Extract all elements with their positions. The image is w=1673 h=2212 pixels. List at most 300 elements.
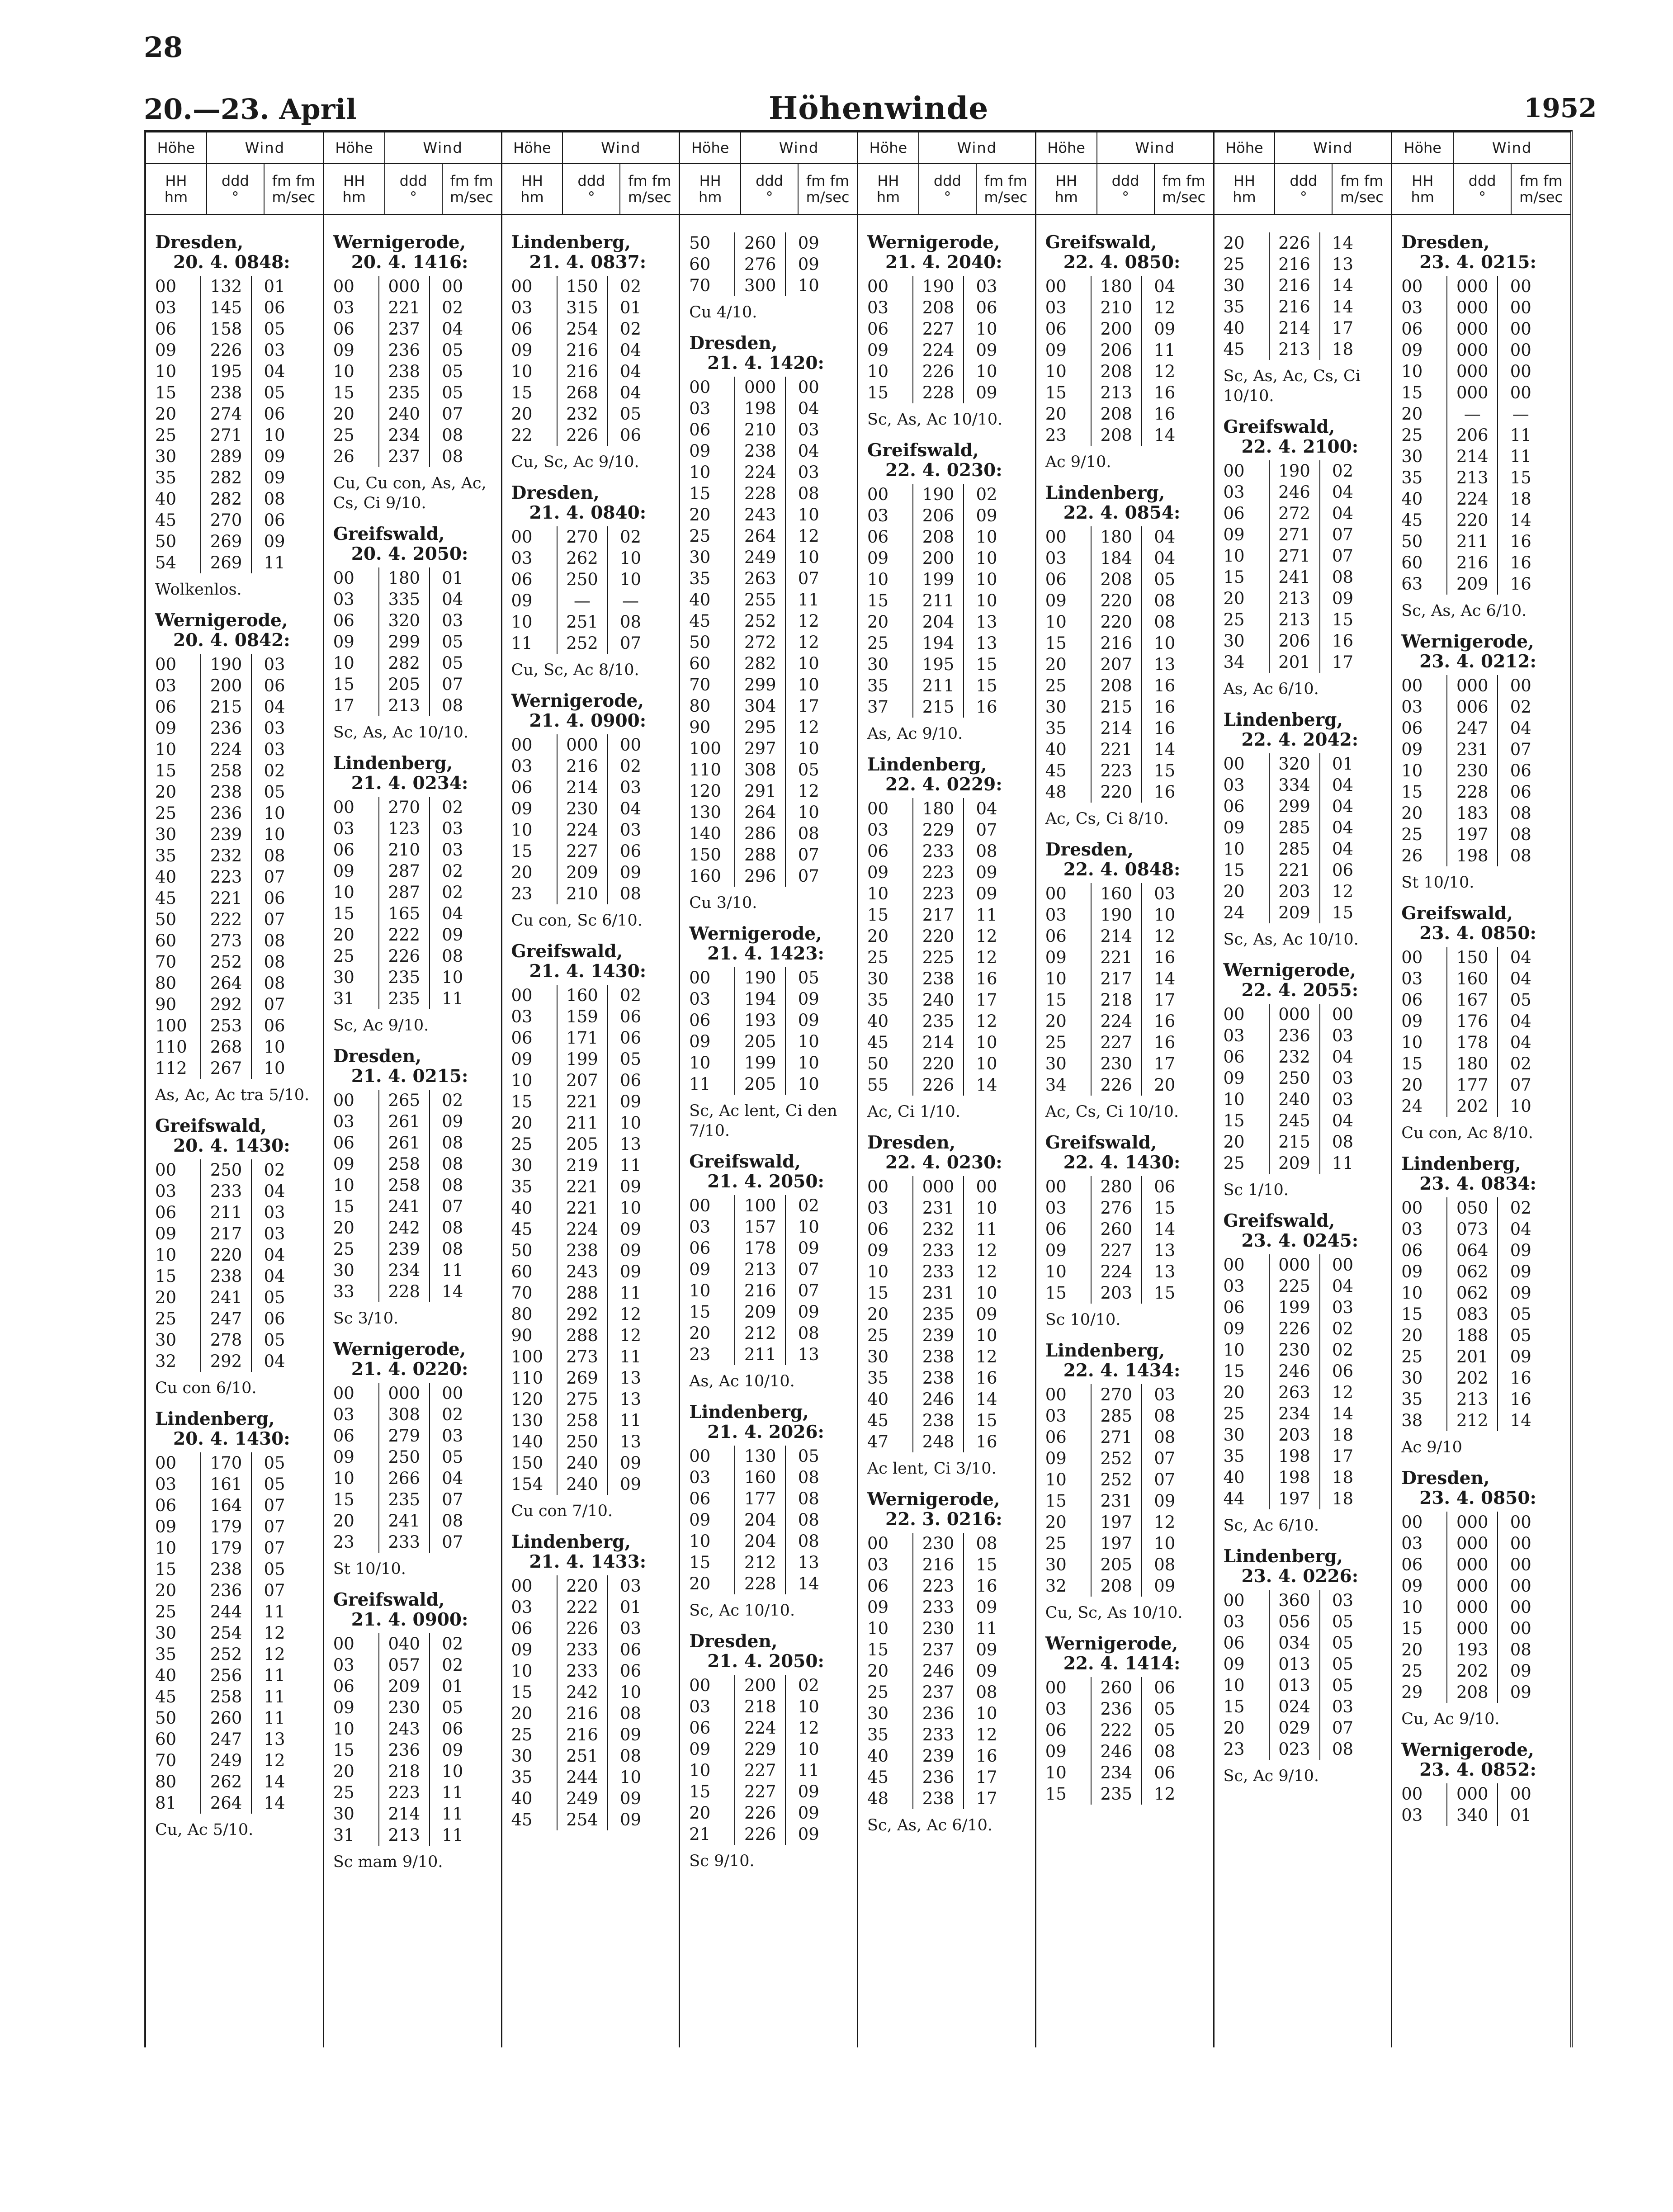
data-row xyxy=(1045,1053,1207,1074)
observation-time: 21. 4. 2040: xyxy=(885,252,1002,273)
height-value: 03 xyxy=(1223,1276,1245,1296)
direction-value: 282 xyxy=(200,488,251,510)
cloud-note: Cu con 6/10. xyxy=(155,1379,257,1397)
direction-value: 232 xyxy=(1269,1046,1319,1068)
speed-value: 04 xyxy=(1319,482,1366,503)
direction-value: 227 xyxy=(912,318,963,340)
column-header xyxy=(502,132,679,215)
speed-value: 13 xyxy=(1141,1261,1187,1282)
direction-value: 282 xyxy=(378,652,429,674)
direction-value: 236 xyxy=(378,340,429,361)
data-row xyxy=(1224,902,1385,923)
data-row xyxy=(867,654,1029,675)
height-value: 03 xyxy=(1401,1534,1423,1553)
data-row xyxy=(511,1261,673,1282)
data-row xyxy=(1045,276,1207,297)
data-row xyxy=(333,1782,495,1803)
direction-value: 198 xyxy=(1269,1467,1319,1488)
direction-value: 246 xyxy=(1269,1361,1319,1382)
direction-value: 212 xyxy=(1446,1410,1497,1431)
speed-value: 06 xyxy=(251,888,297,909)
data-row xyxy=(867,1682,1029,1703)
header-row-top xyxy=(680,132,857,164)
direction-value: 230 xyxy=(378,1697,429,1718)
height-value: 20 xyxy=(1401,1075,1423,1095)
column-header xyxy=(146,132,323,215)
direction-value: 285 xyxy=(1269,817,1319,838)
direction-value: 249 xyxy=(200,1750,251,1771)
data-row xyxy=(511,569,673,590)
speed-value: 02 xyxy=(429,882,475,903)
height-value: 20 xyxy=(1223,589,1245,608)
direction-value: 262 xyxy=(200,1771,251,1792)
height-value: 06 xyxy=(1045,926,1067,946)
height-value: 03 xyxy=(1045,905,1067,925)
speed-value: 09 xyxy=(1319,588,1366,609)
data-row xyxy=(689,1010,851,1031)
data-row xyxy=(1401,1533,1564,1554)
height-value: 06 xyxy=(333,1677,354,1696)
height-value: 20 xyxy=(333,1762,354,1781)
data-row xyxy=(511,1304,673,1325)
speed-value: 10 xyxy=(1141,904,1187,926)
direction-value: 221 xyxy=(1091,947,1141,968)
data-row xyxy=(511,985,673,1006)
data-row xyxy=(333,340,495,361)
height-value: 03 xyxy=(689,989,711,1009)
height-value: 09 xyxy=(511,591,533,610)
speed-value: 01 xyxy=(251,276,297,297)
data-row xyxy=(867,1788,1029,1809)
observation-time: 22. 4. 1414: xyxy=(1063,1653,1181,1674)
height-value: 140 xyxy=(689,824,721,843)
speed-value: 10 xyxy=(785,738,831,759)
data-row xyxy=(155,1036,317,1058)
speed-value: 07 xyxy=(785,844,831,865)
data-row xyxy=(511,1660,673,1682)
data-row xyxy=(511,1597,673,1618)
height-value: 09 xyxy=(1401,340,1423,360)
data-row xyxy=(1045,1533,1207,1554)
height-value: 20 xyxy=(1223,1132,1245,1152)
height-value: 25 xyxy=(867,1326,889,1345)
speed-value: 18 xyxy=(1319,1488,1366,1509)
data-row xyxy=(689,1675,851,1696)
data-row xyxy=(1401,1783,1564,1805)
data-row xyxy=(1401,675,1564,696)
height-value: 37 xyxy=(867,697,889,717)
height-value: 50 xyxy=(511,1241,533,1260)
data-row xyxy=(1224,545,1385,567)
data-row xyxy=(155,1244,317,1266)
speed-value: 12 xyxy=(607,1304,653,1325)
height-value: 25 xyxy=(867,633,889,653)
direction-value: 216 xyxy=(1269,296,1319,317)
data-row xyxy=(689,1216,851,1238)
data-row xyxy=(867,569,1029,590)
header-msec: m/sec xyxy=(272,189,316,206)
height-value: 09 xyxy=(1223,1068,1245,1088)
direction-value: 209 xyxy=(378,1676,429,1697)
speed-value: 04 xyxy=(1141,526,1187,548)
data-row xyxy=(511,1410,673,1431)
data-row xyxy=(333,695,495,716)
height-value: 11 xyxy=(511,633,533,653)
data-row xyxy=(511,361,673,382)
height-value: 35 xyxy=(155,468,177,487)
header-row-units xyxy=(858,164,1035,215)
speed-value: 04 xyxy=(429,318,475,340)
speed-value: 10 xyxy=(251,1058,297,1079)
data-row xyxy=(511,1367,673,1389)
height-value: 09 xyxy=(867,340,889,360)
height-value: 06 xyxy=(1401,990,1423,1010)
height-value: 10 xyxy=(511,1661,533,1681)
direction-value: 275 xyxy=(557,1389,607,1410)
speed-value: 04 xyxy=(1497,1011,1543,1032)
speed-value: 13 xyxy=(963,633,1009,654)
data-row xyxy=(333,1697,495,1718)
direction-value: 270 xyxy=(557,526,607,548)
direction-value: 179 xyxy=(200,1537,251,1559)
height-value: 10 xyxy=(511,612,533,632)
direction-value: 253 xyxy=(200,1015,251,1036)
speed-value: 18 xyxy=(1497,488,1543,510)
speed-value: 16 xyxy=(1141,718,1187,739)
height-value: 70 xyxy=(689,276,711,295)
data-row xyxy=(1224,1089,1385,1110)
direction-value: 209 xyxy=(1269,902,1319,923)
height-value: 06 xyxy=(1223,504,1245,523)
direction-value: 198 xyxy=(1269,1446,1319,1467)
direction-value: 258 xyxy=(200,760,251,781)
data-row xyxy=(1045,1512,1207,1533)
speed-value: 05 xyxy=(785,1446,831,1467)
header-row-units xyxy=(1392,164,1570,215)
direction-value: 203 xyxy=(1269,881,1319,902)
column-body xyxy=(146,215,323,1851)
station-block xyxy=(1045,483,1207,829)
direction-value: 276 xyxy=(1091,1197,1141,1219)
direction-value: 222 xyxy=(378,924,429,945)
speed-value: 05 xyxy=(429,382,475,403)
height-value: 20 xyxy=(1045,1512,1067,1532)
speed-value: 04 xyxy=(251,1351,297,1372)
height-value: 34 xyxy=(1223,652,1245,672)
station-block xyxy=(1224,1546,1385,1786)
data-row xyxy=(1224,339,1385,360)
height-value: 10 xyxy=(155,1245,177,1265)
speed-value: 09 xyxy=(785,1802,831,1824)
speed-value: 02 xyxy=(963,484,1009,505)
station-block xyxy=(1401,903,1564,1143)
direction-value: 226 xyxy=(912,361,963,382)
height-value: 20 xyxy=(511,404,533,424)
header-fmfm-label: fm fm xyxy=(984,172,1027,189)
height-value: 10 xyxy=(511,820,533,840)
direction-value: 123 xyxy=(378,818,429,839)
height-value: 03 xyxy=(867,1198,889,1218)
data-row xyxy=(1224,1675,1385,1696)
cloud-note: As, Ac 6/10. xyxy=(1223,680,1319,698)
height-value: 25 xyxy=(1223,255,1245,274)
speed-value: 16 xyxy=(963,696,1009,718)
speed-value: 05 xyxy=(1497,989,1543,1011)
station-name: Wernigerode, xyxy=(1401,631,1534,652)
height-value: 45 xyxy=(867,1768,889,1787)
height-value: 10 xyxy=(867,884,889,903)
header-deg: ° xyxy=(410,189,417,206)
height-value: 30 xyxy=(1401,1368,1423,1388)
height-value: 10 xyxy=(155,362,177,381)
direction-value: 223 xyxy=(200,866,251,888)
header-ddd xyxy=(385,164,443,214)
direction-value: 212 xyxy=(734,1323,785,1344)
height-value: 03 xyxy=(689,1468,711,1487)
station-name: Dresden, xyxy=(511,482,600,503)
height-value: 03 xyxy=(1401,298,1423,317)
height-value: 50 xyxy=(689,633,711,652)
direction-value: 000 xyxy=(1446,1783,1497,1805)
data-row xyxy=(1401,1304,1564,1325)
speed-value: 05 xyxy=(429,631,475,652)
height-value: 120 xyxy=(689,781,721,801)
data-row xyxy=(1045,654,1207,675)
speed-value: 06 xyxy=(251,1308,297,1329)
data-row xyxy=(1401,1512,1564,1533)
height-value: 20 xyxy=(1401,1640,1423,1659)
direction-value: 145 xyxy=(200,297,251,318)
station-block xyxy=(1224,960,1385,1200)
height-value: 50 xyxy=(1401,532,1423,551)
data-row xyxy=(867,1053,1029,1074)
speed-value: 05 xyxy=(251,382,297,403)
direction-value: 289 xyxy=(200,446,251,467)
direction-value: 150 xyxy=(1446,947,1497,968)
data-row xyxy=(333,1824,495,1846)
direction-value: 224 xyxy=(734,1717,785,1739)
speed-value: 16 xyxy=(963,1745,1009,1767)
direction-value: 220 xyxy=(557,1575,607,1597)
direction-value: 288 xyxy=(734,844,785,865)
data-row xyxy=(689,988,851,1010)
speed-value: 17 xyxy=(1319,317,1366,339)
data-row xyxy=(1401,1219,1564,1240)
direction-value: 062 xyxy=(1446,1261,1497,1282)
observation-time: 22. 4. 0850: xyxy=(1063,252,1181,273)
station-block xyxy=(333,524,495,742)
data-row xyxy=(1045,781,1207,803)
speed-value: 08 xyxy=(429,1153,475,1175)
speed-value: 01 xyxy=(607,1597,653,1618)
direction-value: 214 xyxy=(557,777,607,798)
direction-value: 190 xyxy=(1091,904,1141,926)
data-row xyxy=(1401,1554,1564,1575)
height-value: 00 xyxy=(333,798,354,817)
direction-value: 247 xyxy=(200,1308,251,1329)
speed-value: 00 xyxy=(1497,276,1543,297)
speed-value: 09 xyxy=(251,446,297,467)
direction-value: 215 xyxy=(200,696,251,718)
height-value: 20 xyxy=(1401,1326,1423,1345)
height-value: 03 xyxy=(867,1555,889,1574)
height-value: 06 xyxy=(511,1619,533,1638)
height-value: 00 xyxy=(1401,277,1423,296)
speed-value: 09 xyxy=(963,1597,1009,1618)
data-row xyxy=(1045,590,1207,611)
header-ddd xyxy=(1275,164,1333,214)
height-value: 20 xyxy=(1223,882,1245,901)
direction-value: 023 xyxy=(1269,1739,1319,1760)
data-row xyxy=(1401,1011,1564,1032)
direction-value: 233 xyxy=(200,1181,251,1202)
height-value: 35 xyxy=(867,1368,889,1388)
direction-value: 308 xyxy=(378,1404,429,1425)
speed-value: 05 xyxy=(1319,1675,1366,1696)
data-row xyxy=(333,1111,495,1132)
direction-value: 230 xyxy=(912,1618,963,1639)
direction-value: 208 xyxy=(1091,569,1141,590)
data-row xyxy=(689,1802,851,1824)
direction-value: 278 xyxy=(200,1329,251,1351)
direction-value: 300 xyxy=(734,275,785,296)
data-row xyxy=(511,297,673,318)
direction-value: 226 xyxy=(378,945,429,967)
station-block xyxy=(511,232,673,472)
direction-value: 226 xyxy=(912,1074,963,1096)
height-value: 06 xyxy=(155,697,177,717)
direction-value: 261 xyxy=(378,1132,429,1153)
data-row xyxy=(511,633,673,654)
speed-value: 15 xyxy=(1319,902,1366,923)
header-wind: Wind xyxy=(779,139,819,156)
speed-value: 10 xyxy=(785,674,831,695)
header-row-top xyxy=(1215,132,1391,164)
direction-value: 180 xyxy=(1446,1053,1497,1074)
data-row xyxy=(333,1803,495,1824)
speed-value: 05 xyxy=(251,1329,297,1351)
speed-value: 07 xyxy=(1319,524,1366,545)
header-row-top xyxy=(502,132,679,164)
data-row xyxy=(1401,403,1564,425)
speed-value: 10 xyxy=(607,1112,653,1134)
height-value: 03 xyxy=(1045,1406,1067,1426)
data-row xyxy=(1401,1032,1564,1053)
height-value: 03 xyxy=(1223,1612,1245,1631)
height-value: 35 xyxy=(1401,1390,1423,1409)
data-row xyxy=(1045,633,1207,654)
data-row xyxy=(1224,1025,1385,1046)
height-value: 30 xyxy=(1223,1425,1245,1445)
height-value: 80 xyxy=(155,974,177,993)
speed-value: 02 xyxy=(607,756,653,777)
data-row xyxy=(155,340,317,361)
height-value: 48 xyxy=(867,1789,889,1808)
data-row xyxy=(867,611,1029,633)
data-row xyxy=(155,930,317,951)
data-row xyxy=(511,1197,673,1219)
data-row xyxy=(689,568,851,589)
direction-value: 177 xyxy=(734,1488,785,1509)
observation-time: 21. 4. 1423: xyxy=(707,943,824,964)
direction-value: 243 xyxy=(557,1261,607,1282)
data-row xyxy=(1401,1389,1564,1410)
data-row xyxy=(867,1219,1029,1240)
direction-value: 214 xyxy=(1091,926,1141,947)
speed-value: 05 xyxy=(1141,1720,1187,1741)
height-value: 35 xyxy=(511,1768,533,1787)
speed-value: 08 xyxy=(785,823,831,844)
speed-value: 12 xyxy=(251,1644,297,1665)
speed-value: 15 xyxy=(1141,1282,1187,1304)
direction-value: 315 xyxy=(557,297,607,318)
station-block xyxy=(511,941,673,1521)
speed-value: 07 xyxy=(785,1280,831,1301)
speed-value: 07 xyxy=(251,866,297,888)
height-value: 90 xyxy=(155,995,177,1014)
speed-value: 13 xyxy=(607,1389,653,1410)
cloud-note: St 10/10. xyxy=(333,1560,406,1578)
station-block xyxy=(333,1339,495,1579)
direction-value: 000 xyxy=(1446,1618,1497,1639)
height-value: 00 xyxy=(333,277,354,296)
speed-value: 09 xyxy=(607,1091,653,1112)
height-value: 25 xyxy=(1045,1534,1067,1553)
speed-value: 12 xyxy=(785,1717,831,1739)
height-value: 15 xyxy=(689,1553,711,1572)
data-row xyxy=(155,1015,317,1036)
observation-time: 22. 4. 1430: xyxy=(1063,1152,1181,1173)
speed-value: 13 xyxy=(963,611,1009,633)
height-value: 15 xyxy=(155,1560,177,1579)
cloud-note: Ac, Ci 1/10. xyxy=(867,1103,960,1121)
header-row-top xyxy=(1392,132,1570,164)
direction-value: 202 xyxy=(1446,1660,1497,1682)
direction-value: 260 xyxy=(734,232,785,254)
speed-value: 10 xyxy=(785,1696,831,1717)
height-value: 09 xyxy=(1401,1011,1423,1031)
direction-value: 220 xyxy=(1091,611,1141,633)
data-row xyxy=(867,1011,1029,1032)
direction-value: 260 xyxy=(1091,1219,1141,1240)
direction-value: 214 xyxy=(378,1803,429,1824)
speed-value: 10 xyxy=(785,1216,831,1238)
speed-value: 14 xyxy=(1141,1219,1187,1240)
direction-value: 213 xyxy=(1269,609,1319,630)
station-name: Lindenberg, xyxy=(511,232,631,253)
data-row xyxy=(511,340,673,361)
speed-value: 10 xyxy=(607,548,653,569)
direction-value: 222 xyxy=(200,909,251,930)
speed-value: 04 xyxy=(1319,838,1366,860)
direction-value: 240 xyxy=(557,1452,607,1474)
speed-value: 04 xyxy=(1319,1276,1366,1297)
speed-value: 02 xyxy=(1497,696,1543,718)
speed-value: 09 xyxy=(429,1111,475,1132)
speed-value: 10 xyxy=(963,526,1009,548)
height-value: 80 xyxy=(689,696,711,716)
header-ddd-label: ddd xyxy=(577,172,605,189)
speed-value: 09 xyxy=(1497,1282,1543,1304)
direction-value: 216 xyxy=(557,1724,607,1745)
direction-value: 057 xyxy=(378,1654,429,1676)
height-value: 15 xyxy=(1223,1111,1245,1130)
direction-value: 226 xyxy=(1269,232,1319,254)
data-row xyxy=(333,1196,495,1217)
speed-value: 06 xyxy=(607,425,653,446)
cloud-note: Cu con, Sc 6/10. xyxy=(511,912,643,930)
data-row xyxy=(333,1153,495,1175)
